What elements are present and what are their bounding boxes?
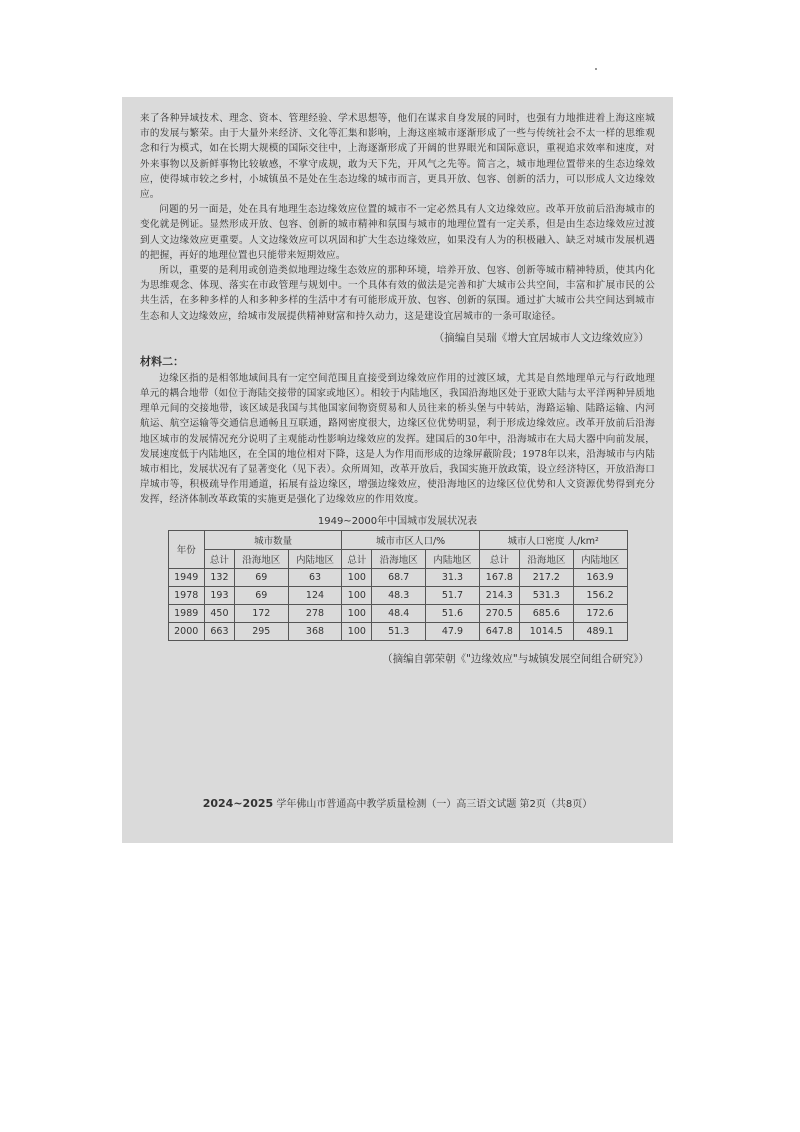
table-cell: 1014.5 <box>520 622 574 640</box>
table-row <box>168 622 627 640</box>
subheader: 总计 <box>342 549 372 568</box>
table-row <box>168 604 627 622</box>
table-cell: 31.3 <box>426 568 480 586</box>
page-footer <box>122 795 673 810</box>
subheader: 总计 <box>479 549 519 568</box>
table-cell: 295 <box>234 622 288 640</box>
paragraph: 所以，重要的是利用或创造类似地理边缘生态效应的那种环境，培养开放、包容、创新等城市精神特质，使其内化为思维观念、体现、落实在市政管理与规划中。一个具体有效的做法是完善和扩大城市公共空间，丰富和扩展市民的公共生活，在多种多样的人和多种多样的生活中才有可能形成开放、包容、创新的氛围。通过扩大城市公共空间达到城市生态和人文边缘效应，给城市发展提供精神财富和持久动力，这是建设宜居城市的一条可取途径。 <box>140 265 655 322</box>
source-attribution-2: （摘编自郭荣朝《"边缘效应"与城镇发展空间组合研究》） <box>382 652 649 665</box>
subheader: 内陆地区 <box>288 549 342 568</box>
table-cell: 69 <box>234 586 288 604</box>
table-cell: 100 <box>342 568 372 586</box>
table-cell: 167.8 <box>479 568 519 586</box>
table-cell: 172 <box>234 604 288 622</box>
table-cell: 51.6 <box>426 604 480 622</box>
table-cell: 270.5 <box>479 604 519 622</box>
header-year: 年份 <box>168 530 204 568</box>
subheader: 沿海地区 <box>520 549 574 568</box>
table-cell: 193 <box>204 586 234 604</box>
table-cell: 47.9 <box>426 622 480 640</box>
subheader: 沿海地区 <box>372 549 426 568</box>
source-attribution-1: （摘编自吴瑞《增大宜居城市人文边缘效应》） <box>433 331 649 344</box>
table-cell: 1978 <box>168 586 204 604</box>
table-cell: 214.3 <box>479 586 519 604</box>
table-cell: 132 <box>204 568 234 586</box>
paragraph: 边缘区指的是相邻地域间具有一定空间范围且直接受到边缘效应作用的过渡区域，尤其是自然地理单元与行政地理单元的耦合地带（如位于海陆交接带的国家或地区）。相较于内陆地区，我国沿海地区处于亚欧大陆与太平洋两种异质地理单元间的交接地带，该区域是我国与其他国家间物资贸易和人员往来的桥头堡与中转站，海路运输、陆路运输、内河航运、航空运输等交通信息通畅且互联通，路网密度很大，边缘区位优势明显，利于形成边缘效应。改革开放前后沿海地区城市的发展情况充分说明了主观能动性影响边缘效应的发挥。建国后的30年中，沿海城市在大局大器中向前发展，发展速度低于内陆地区，在全国的地位相对下降，这是人为作用而形成的边缘屏蔽阶段；1978年以来，沿海城市与内陆城市相比，发展状况有了显著变化（见下表）。众所周知，改革开放后，我国实施开放政策，设立经济特区，开放沿海口岸城市等，积极疏导作用通道，拓展有益边缘区，增强边缘效应，使沿海地区的边缘区位优势和人文资源优势得到充分发挥，经济体制改革政策的实施更是强化了边缘效应的作用效度。 <box>140 372 655 506</box>
table-cell: 1989 <box>168 604 204 622</box>
table-cell: 685.6 <box>520 604 574 622</box>
subheader: 内陆地区 <box>426 549 480 568</box>
header-group-population-density: 城市人口密度 人/km² <box>479 530 627 549</box>
exam-page <box>122 97 673 843</box>
footer-year: 2024~2025 <box>202 797 274 810</box>
table-cell: 489.1 <box>573 622 627 640</box>
table-cell: 48.3 <box>372 586 426 604</box>
table-cell: 100 <box>342 604 372 622</box>
footer-text: 学年佛山市普通高中教学质量检测（一）高三语文试题 第2页（共8页） <box>276 799 593 810</box>
material-1-text <box>140 111 655 324</box>
table-cell: 172.6 <box>573 604 627 622</box>
paragraph: 问题的另一面是，处在具有地理生态边缘效应位置的城市不一定必然具有人文边缘效应。改革开放前后沿海城市的变化就是例证。显然形成开放、包容、创新的城市精神和氛围与城市的地理位置有一定关系，但是由生态边缘效应过渡到人文边缘效应更重要。人文边缘效应可以巩固和扩大生态边缘效应，如果没有人为的积极融入、缺乏对城市发展机遇的把握，再好的地理位置也只能带来短期效应。 <box>140 204 655 261</box>
header-group-city-count: 城市数量 <box>204 530 341 549</box>
table-cell: 51.3 <box>372 622 426 640</box>
table-cell: 647.8 <box>479 622 519 640</box>
table-cell: 51.7 <box>426 586 480 604</box>
table-cell: 69 <box>234 568 288 586</box>
table-cell: 163.9 <box>573 568 627 586</box>
table-cell: 100 <box>342 586 372 604</box>
table-row <box>168 586 627 604</box>
scan-speck <box>595 68 597 70</box>
table-cell: 124 <box>288 586 342 604</box>
table-cell: 217.2 <box>520 568 574 586</box>
table-cell: 368 <box>288 622 342 640</box>
table-cell: 156.2 <box>573 586 627 604</box>
city-development-table <box>168 530 628 641</box>
material-2-text <box>140 371 655 508</box>
table-cell: 48.4 <box>372 604 426 622</box>
paragraph: 来了各种异域技术、理念、资本、管理经验、学术思想等，他们在谋求自身发展的同时，也强有力地推进着上海这座城市的发展与繁荣。由于大量外来经济、文化等汇集和影响，上海这座城市逐渐形成了一些与传统社会不太一样的思维观念和行为模式，如在长期大规模的国际交往中，上海逐渐形成了开阔的世界眼光和国际意识，重视追求效率和速度，对外来事物以及新鲜事物比较敏感，不掌守成规，敢为天下先，开风气之先等。简言之，城市地理位置带来的生态边缘效应，使得城市较之乡村，小城镇虽不是处在生态边缘的城市而言，更具开放、包容、创新的活力，可以形成人文边缘效应。 <box>140 113 655 201</box>
table-title: 1949~2000年中国城市发展状况表 <box>317 515 478 527</box>
subheader: 总计 <box>204 549 234 568</box>
table-cell: 531.3 <box>520 586 574 604</box>
table-cell: 1949 <box>168 568 204 586</box>
material-2-heading: 材料二： <box>140 354 184 368</box>
table-cell: 278 <box>288 604 342 622</box>
subheader: 内陆地区 <box>573 549 627 568</box>
table-cell: 663 <box>204 622 234 640</box>
table-cell: 63 <box>288 568 342 586</box>
table-cell: 2000 <box>168 622 204 640</box>
subheader: 沿海地区 <box>234 549 288 568</box>
table-cell: 100 <box>342 622 372 640</box>
header-group-urban-population: 城市市区人口/% <box>342 530 479 549</box>
table-cell: 450 <box>204 604 234 622</box>
table-cell: 68.7 <box>372 568 426 586</box>
table-row <box>168 568 627 586</box>
